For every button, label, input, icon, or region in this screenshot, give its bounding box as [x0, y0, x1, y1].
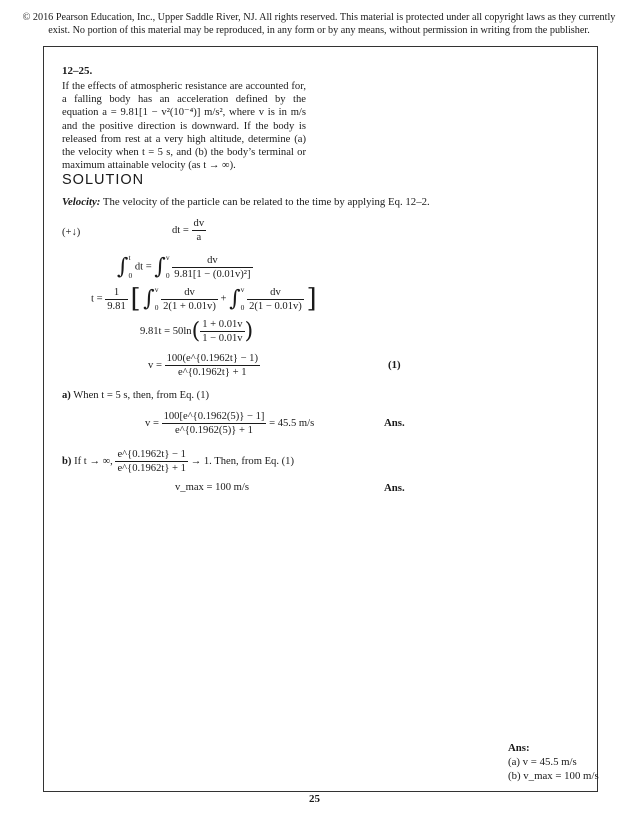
- limit-lower: 0: [165, 271, 170, 280]
- limit-lower: 0: [128, 271, 133, 280]
- answer-summary-heading: Ans:: [508, 742, 530, 754]
- eq3-den1: 2(1 + 0.01v): [163, 300, 216, 312]
- part-a-fraction: [162, 410, 267, 437]
- intro-text: The velocity of the particle can be related to the time by applying Eq. 12–2.: [102, 196, 430, 208]
- eq5-lhs: v =: [148, 359, 162, 371]
- part-b-label: b): [62, 455, 72, 467]
- part-b-num: e^{0.1962t} − 1: [117, 449, 186, 460]
- equation-integral: [117, 253, 253, 281]
- problem-statement: If the effects of atmospheric resistance are accounted for, a falling body has an acceleration defined by the equation a = 9.81[1 − v²(10⁻⁴)] m/s², where v is in m/s and the positive direction is downward. If the body is released from rest at a very high altitude, determine (a) the velocity when t = 5 s, and (b) the body’s terminal or maximum attainable velocity (as t → ∞).: [62, 81, 306, 172]
- answer-label-a: Ans.: [384, 417, 405, 429]
- integral-sign-icon: ∫: [154, 254, 166, 280]
- right-paren-icon: ): [244, 319, 254, 344]
- part-b-text1: If t → ∞,: [74, 455, 113, 467]
- limit-upper-v: v: [154, 285, 159, 294]
- eq5-num: 100(e^{0.1962t} − 1): [166, 353, 259, 364]
- eq2-den: 9.81[1 − (0.01v)²]: [174, 268, 251, 280]
- intro-label: Velocity:: [62, 196, 101, 208]
- eq4-fraction: [200, 318, 244, 345]
- eq3-coef-num: 1: [113, 286, 120, 298]
- sign-convention: (+↓): [62, 227, 81, 238]
- answer-summary: [508, 741, 599, 783]
- eq5-den: e^{0.1962t} + 1: [165, 365, 260, 379]
- part-a-lhs: v =: [145, 417, 159, 429]
- solution-heading: SOLUTION: [62, 172, 145, 188]
- eq3-den2: 2(1 − 0.01v): [249, 300, 302, 312]
- eq2-fraction: [172, 254, 252, 281]
- eq3-coef: [105, 286, 128, 313]
- limit-upper-v: v: [240, 285, 245, 294]
- copyright-notice: © 2016 Pearson Education, Inc., Upper Saddle River, NJ. All rights reserved. This material is protected under all copyright laws as they currently exist. No portion of this material may be reproduced, in any form or by any means, without permission in writing from the publisher.: [22, 12, 616, 36]
- eq3-coef-den: 9.81: [107, 300, 126, 312]
- integral-sign-icon: ∫: [143, 286, 155, 312]
- solution-intro: [62, 196, 430, 208]
- part-a-label: a): [62, 390, 71, 401]
- eq1-den: a: [192, 230, 207, 244]
- part-b-fraction: [115, 448, 188, 475]
- integral-sign-icon: ∫: [117, 254, 129, 280]
- answer-label-b: Ans.: [384, 482, 405, 494]
- equation-partial-fractions: [91, 284, 317, 314]
- left-bracket-icon: [: [130, 284, 141, 314]
- equation-dt: [172, 217, 206, 244]
- limit-lower: 0: [154, 303, 159, 312]
- eq4-den: 1 − 0.01v: [202, 333, 243, 344]
- eq5-fraction: [165, 352, 260, 379]
- part-b-text2: → 1. Then, from Eq. (1): [190, 455, 295, 467]
- eq2-num: dv: [207, 254, 218, 266]
- page-number: 25: [309, 793, 320, 805]
- left-paren-icon: (: [191, 319, 201, 344]
- answer-summary-b: (b) v_max = 100 m/s: [508, 770, 599, 782]
- limit-upper-v: v: [165, 253, 170, 262]
- eq3-num: dv: [184, 286, 195, 298]
- part-a-equation: [145, 410, 314, 437]
- integral-sign-icon: ∫: [229, 286, 241, 312]
- part-b-statement: [62, 448, 294, 475]
- eq3-lhs: t =: [91, 293, 103, 305]
- problem-number: 12–25.: [62, 65, 93, 77]
- part-b-den: e^{0.1962t} + 1: [117, 463, 186, 474]
- eq4-lhs: 9.81t = 50ln: [140, 325, 192, 337]
- part-a-den: e^{0.1962(5)} + 1: [162, 423, 267, 437]
- eq1-fraction: [192, 217, 207, 244]
- right-bracket-icon: ]: [306, 284, 317, 314]
- part-a-statement: [62, 390, 209, 401]
- part-a-text: When t = 5 s, then, from Eq. (1): [73, 390, 210, 401]
- equation-log: [140, 318, 253, 345]
- limit-lower: 0: [240, 303, 245, 312]
- eq3-plus: +: [220, 293, 227, 305]
- eq3-fraction-2: [247, 286, 304, 313]
- eq1-lhs: dt =: [172, 224, 189, 236]
- eq3-num: dv: [270, 286, 281, 298]
- eq1-num: dv: [193, 218, 205, 229]
- part-b-result: v_max = 100 m/s: [175, 482, 249, 493]
- part-a-result: = 45.5 m/s: [269, 417, 315, 429]
- eq2-left: dt =: [134, 261, 152, 273]
- part-a-num: 100[e^{0.1962(5)} − 1]: [163, 411, 265, 422]
- limit-upper-t: t: [128, 253, 131, 262]
- equation-number: (1): [388, 359, 401, 371]
- eq3-fraction-1: [161, 286, 218, 313]
- eq4-num: 1 + 0.01v: [202, 319, 243, 330]
- equation-1: [148, 352, 260, 379]
- answer-summary-a: (a) v = 45.5 m/s: [508, 756, 577, 768]
